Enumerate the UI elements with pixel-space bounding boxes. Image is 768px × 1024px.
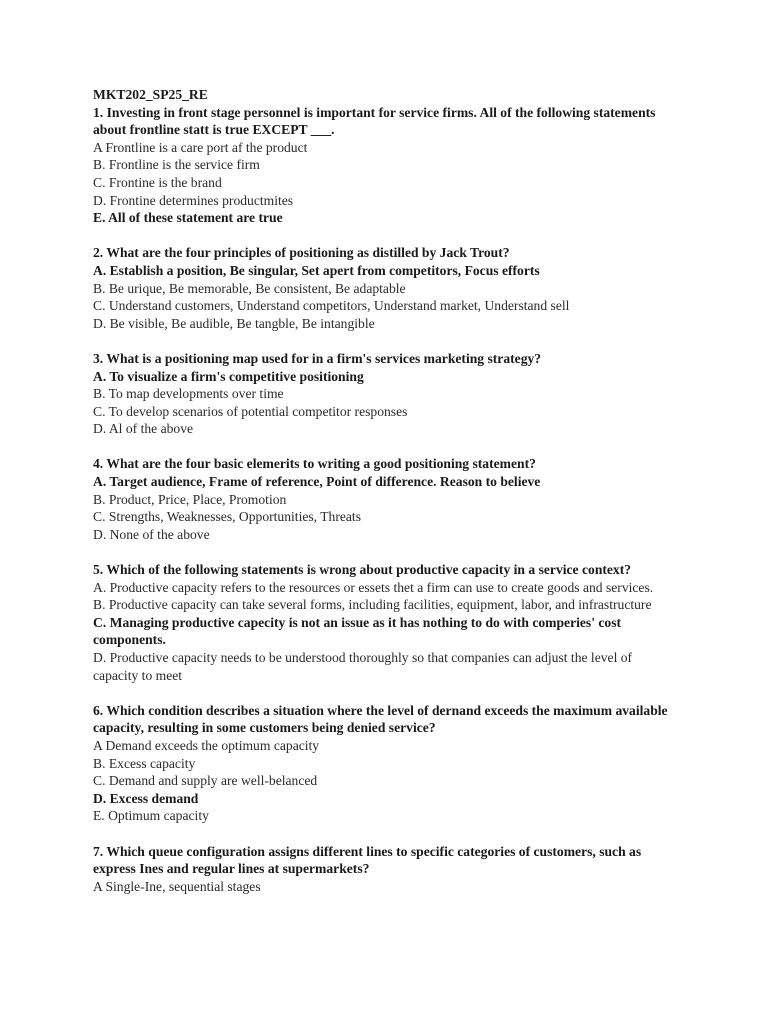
answer-option: A Demand exceeds the optimum capacity <box>93 737 320 753</box>
answer-option: C. Demand and supply are well-belanced <box>93 773 318 789</box>
answer-option: E. Optimum capacity <box>93 808 209 824</box>
answer-option: A Frontline is a care port af the product <box>93 139 308 155</box>
question-text: 4. What are the four basic elemerits to writing a good positioning statement? <box>93 456 536 472</box>
question-block <box>93 350 678 438</box>
answer-option: D. None of the above <box>93 526 210 542</box>
answer-option-correct: A. To visualize a firm's competitive positioning <box>93 368 364 384</box>
question-block <box>93 104 678 227</box>
answer-option-correct: C. Managing productive capecity is not an issue as it has nothing to do with comperies' cost components. <box>93 614 622 648</box>
answer-option: B. Frontline is the service firm <box>93 157 260 173</box>
answer-option: A. Productive capacity refers to the resources or essets thet a firm can use to create goods and services. <box>93 579 654 595</box>
answer-option: B. Productive capacity can take several forms, including facilities, equipment, labor, and infrastructure <box>93 597 652 613</box>
answer-option: B. To map developments over time <box>93 386 284 402</box>
answer-option: B. Product, Price, Place, Promotion <box>93 491 287 507</box>
answer-option-correct: D. Excess demand <box>93 790 199 806</box>
question-text: 2. What are the four principles of positioning as distilled by Jack Trout? <box>93 245 510 261</box>
answer-option: D. Be visible, Be audible, Be tangble, Be intangible <box>93 315 375 331</box>
question-block <box>93 561 678 684</box>
answer-option: D. Productive capacity needs to be understood thoroughly so that companies can adjust the level of capacity to meet <box>93 650 633 683</box>
document-title: MKT202_SP25_RE <box>93 87 208 102</box>
answer-option: A Single-Ine, sequential stages <box>93 878 261 894</box>
answer-option-correct: A. Target audience, Frame of reference, Point of difference. Reason to believe <box>93 474 541 490</box>
question-text: 1. Investing in front stage personnel is important for service firms. All of the following statements about frontline statt is true EXCEPT ___. <box>93 104 656 138</box>
answer-option: D. Al of the above <box>93 421 194 437</box>
question-text: 3. What is a positioning map used for in a firm's services marketing strategy? <box>93 350 542 366</box>
answer-option: C. Understand customers, Understand competitors, Understand market, Understand sell <box>93 298 570 314</box>
question-text: 6. Which condition describes a situation where the level of dernand exceeds the maximum available capacity, resulting in some customers being denied service? <box>93 702 668 736</box>
answer-option: B. Excess capacity <box>93 755 196 771</box>
answer-option-correct: A. Establish a position, Be singular, Set apert from competitors, Focus efforts <box>93 262 540 278</box>
question-list <box>93 104 678 896</box>
answer-option: C. To develop scenarios of potential competitor responses <box>93 403 408 419</box>
question-text: 7. Which queue configuration assigns different lines to specific categories of customers, such as express Ines and regular lines at supermarkets? <box>93 843 642 877</box>
answer-option: B. Be urique, Be memorable, Be consistent, Be adaptable <box>93 280 406 296</box>
question-block <box>93 702 678 825</box>
answer-option: C. Frontine is the brand <box>93 174 222 190</box>
answer-option: C. Strengths, Weaknesses, Opportunities, Threats <box>93 509 361 525</box>
answer-option-correct: E. All of these statement are true <box>93 210 283 226</box>
question-text: 5. Which of the following statements is wrong about productive capacity in a service context? <box>93 562 632 578</box>
question-block <box>93 843 678 896</box>
question-block <box>93 244 678 332</box>
question-block <box>93 455 678 543</box>
answer-option: D. Frontine determines productmites <box>93 192 294 208</box>
